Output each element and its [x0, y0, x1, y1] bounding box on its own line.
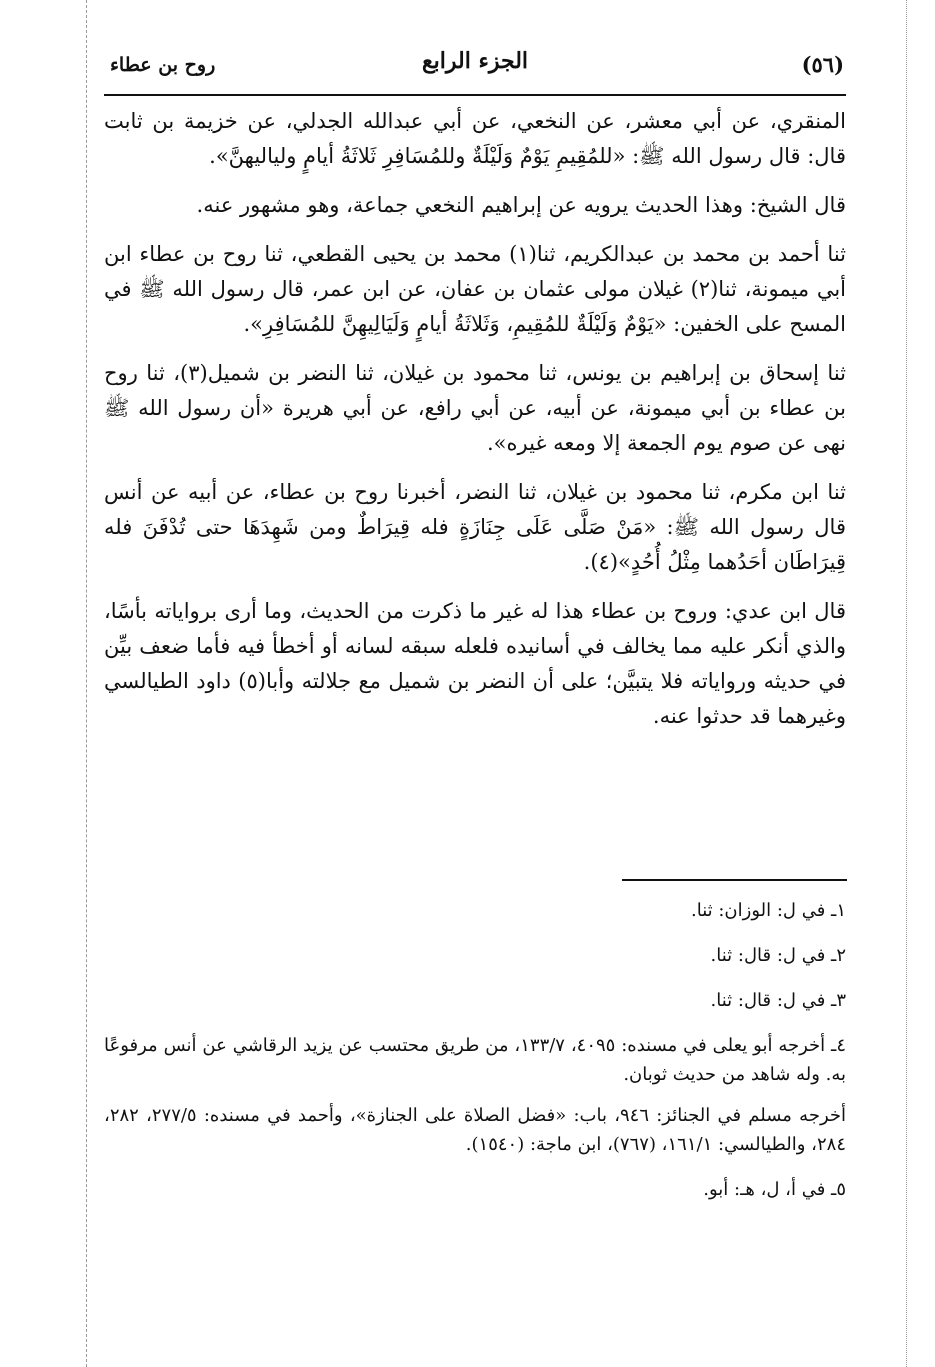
paragraph: قال ابن عدي: وروح بن عطاء هذا له غير ما ذكرت من الحديث، وما أرى برواياته بأسًا، والذي أنكر عليه مما يخالف في أسانيده فلعله سبقه لسانه أو أخطأ فيه فأما ضعف بيِّن في حديثه ورواياته فلا يتبيَّن؛ على أن النضر بن شميل مع جلالته وأبا(٥) داود الطيالسي وغيرهما قد حدثوا عنه. [104, 599, 846, 728]
running-header [104, 44, 846, 90]
paragraph: قال الشيخ: وهذا الحديث يرويه عن إبراهيم النخعي جماعة، وهو مشهور عنه. [196, 193, 846, 217]
part-title: الجزء الرابع [421, 48, 529, 74]
main-text [104, 104, 846, 742]
footnote: أخرجه مسلم في الجنائز: ٩٤٦، باب: «فضل الصلاة على الجنازة»، وأحمد في مسنده: ٢٧٧/٥، ٢٨٢، ٢٨٤، والطيالسي: ١٦١/١، (٧٦٧)، ابن ماجة: (١٥٤٠). [104, 1105, 846, 1155]
page-number: (٥٦) [801, 52, 844, 77]
scan-margin-line-left [86, 0, 87, 1367]
header-rule [104, 94, 846, 96]
footnotes [104, 896, 846, 1220]
footnote: ١ـ في ل: الوزان: ثنا. [691, 900, 846, 921]
paragraph: المنقري، عن أبي معشر، عن النخعي، عن أبي عبدالله الجدلي، عن خزيمة بن ثابت قال: قال رسول الله ﷺ: «للمُقِيمِ يَوْمٌ وَلَيْلَةٌ وللمُسَافِرِ ثَلاثَةُ أيامٍ ولياليهنَّ». [104, 109, 846, 168]
footnote: ٢ـ في ل: قال: ثنا. [710, 945, 846, 966]
paragraph: ثنا أحمد بن محمد بن عبدالكريم، ثنا(١) محمد بن يحيى القطعي، ثنا روح بن عطاء ابن أبي ميمونة، ثنا(٢) غيلان مولى عثمان بن عفان، عن ابن عمر، قال رسول الله ﷺ في المسح على الخفين: «يَوْمٌ وَلَيْلَةٌ للمُقِيمِ، وَثَلاثَةُ أيامٍ وَلَيَالِيهِنَّ للمُسَافِرِ». [104, 242, 847, 336]
narrator-name: روح بن عطاء [110, 54, 216, 76]
paragraph: ثنا إسحاق بن إبراهيم بن يونس، ثنا محمود بن غيلان، ثنا النضر بن شميل(٣)، ثنا روح بن عطاء بن أبي ميمونة، عن أبيه، عن أبي رافع، عن أبي هريرة «أن رسول الله ﷺ نهى عن صوم يوم الجمعة إلا ومعه غيره». [104, 361, 846, 455]
footnote: ٣ـ في ل: قال: ثنا. [710, 990, 846, 1011]
footnote-rule [622, 879, 847, 881]
footnote: ٥ـ في أ، ل، هـ: أبو. [703, 1179, 846, 1200]
paragraph: ثنا ابن مكرم، ثنا محمود بن غيلان، ثنا النضر، أخبرنا روح بن عطاء، عن أبيه عن أنس قال رسول الله ﷺ: «مَنْ صَلَّى عَلَى جِنَازَةٍ فله قِيرَاطٌ ومن شَهِدَهَا حتى تُدْفَنَ فله قِيرَاطَان أحَدُهما مِثْلُ أُحُدٍ»(٤). [104, 480, 846, 574]
scan-margin-line-right [906, 0, 907, 1367]
footnote: ٤ـ أخرجه أبو يعلى في مسنده: ٤٠٩٥، ١٣٣/٧، من طريق محتسب عن يزيد الرقاشي عن أنس مرفوعًا به. وله شاهد من حديث ثوبان. [104, 1035, 846, 1085]
